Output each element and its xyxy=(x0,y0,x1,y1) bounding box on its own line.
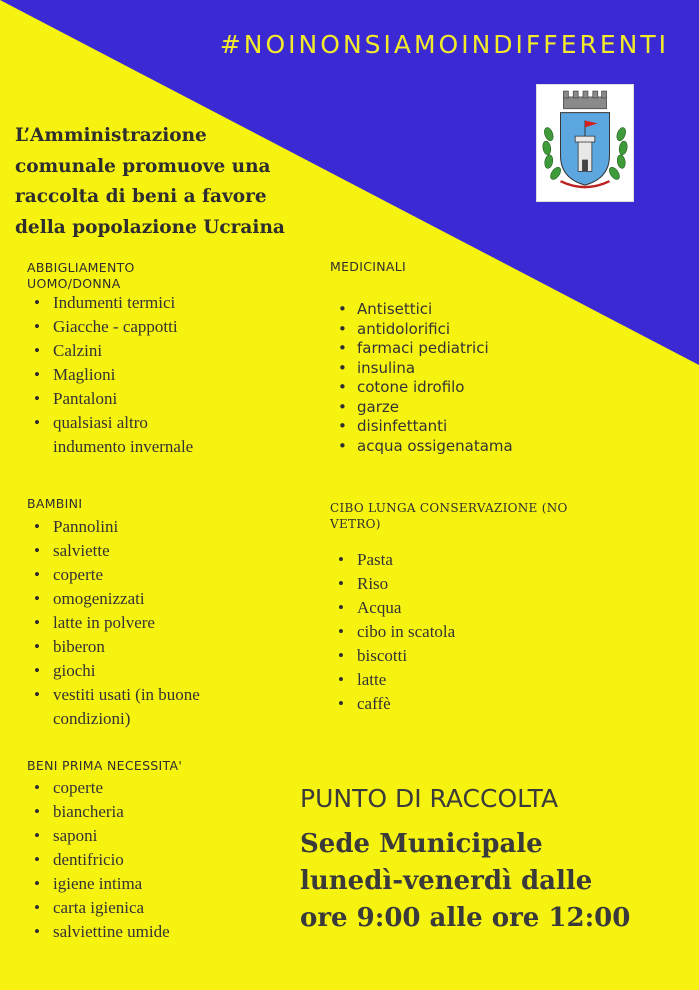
section-title-line: VETRO) xyxy=(330,517,381,531)
list-item: • Antisettici xyxy=(357,300,557,320)
list-item: • disinfettanti xyxy=(357,417,557,437)
intro-line: L’Amministrazione xyxy=(15,125,207,146)
list-item: • biberon xyxy=(53,635,213,659)
list-cibo xyxy=(357,548,517,716)
hashtag-title: #NOINONSIAMOINDIFFERENTI xyxy=(219,30,669,59)
list-abbigliamento xyxy=(53,291,203,459)
list-beni xyxy=(53,776,233,944)
list-item: • cibo in scatola xyxy=(357,620,517,644)
list-item: • igiene intima xyxy=(53,872,233,896)
intro-line: raccolta di beni a favore xyxy=(15,186,267,207)
list-item: • coperte xyxy=(53,776,233,800)
section-title-beni xyxy=(27,758,182,774)
list-item: • Acqua xyxy=(357,596,517,620)
list-item: • Calzini xyxy=(53,339,203,363)
list-item: • biancheria xyxy=(53,800,233,824)
municipal-crest-icon xyxy=(536,84,634,202)
section-title-line: BAMBINI xyxy=(27,496,83,511)
list-item: • biscotti xyxy=(357,644,517,668)
intro-text xyxy=(15,121,315,243)
section-title-line: BENI PRIMA NECESSITA' xyxy=(27,758,183,773)
section-title-medicinali xyxy=(330,259,406,275)
section-title-line: CIBO LUNGA CONSERVAZIONE (NO xyxy=(330,501,568,515)
list-item: • Indumenti termici xyxy=(53,291,203,315)
list-item: • qualsiasi altro indumento invernale xyxy=(53,411,203,459)
list-medicinali xyxy=(357,300,557,456)
list-item: • Maglioni xyxy=(53,363,203,387)
list-item: • salviettine umide xyxy=(53,920,233,944)
intro-line: della popolazione Ucraina xyxy=(15,216,285,238)
list-item: • latte in polvere xyxy=(53,611,213,635)
section-title-abbigliamento xyxy=(27,260,135,292)
section-title-line: UOMO/DONNA xyxy=(27,276,121,291)
list-item: • giochi xyxy=(53,659,213,683)
list-item: • farmaci pediatrici xyxy=(357,339,557,359)
collection-point-heading: PUNTO DI RACCOLTA xyxy=(300,784,559,813)
list-item: • coperte xyxy=(53,563,213,587)
list-item: • salviette xyxy=(53,539,213,563)
list-item: • dentifricio xyxy=(53,848,233,872)
section-title-cibo xyxy=(330,500,568,532)
collection-point-details xyxy=(300,826,695,937)
list-item: • latte xyxy=(357,668,517,692)
list-item: • vestiti usati (in buone condizioni) xyxy=(53,683,213,731)
list-item: • acqua ossigenatama xyxy=(357,437,557,457)
list-item: • saponi xyxy=(53,824,233,848)
list-item: • Giacche - cappotti xyxy=(53,315,203,339)
list-item: • Pasta xyxy=(357,548,517,572)
list-item: • caffè xyxy=(357,692,517,716)
list-item: • garze xyxy=(357,398,557,418)
intro-line: comunale promuove una xyxy=(15,155,271,177)
list-item: • omogenizzati xyxy=(53,587,213,611)
collection-line: Sede Municipale xyxy=(300,829,543,859)
section-title-line: ABBIGLIAMENTO xyxy=(27,260,135,275)
list-item: • carta igienica xyxy=(53,896,233,920)
collection-line: ore 9:00 alle ore 12:00 xyxy=(300,903,631,933)
list-item: • Riso xyxy=(357,572,517,596)
list-item: • cotone idrofilo xyxy=(357,378,557,398)
list-item: • insulina xyxy=(357,359,557,379)
section-title-line: MEDICINALI xyxy=(330,259,406,274)
section-title-bambini xyxy=(27,496,82,512)
list-item: • Pantaloni xyxy=(53,387,203,411)
list-item: • antidolorifici xyxy=(357,320,557,340)
list-bambini xyxy=(53,515,213,731)
list-item: • Pannolini xyxy=(53,515,213,539)
collection-line: lunedì-venerdì dalle xyxy=(300,866,593,896)
